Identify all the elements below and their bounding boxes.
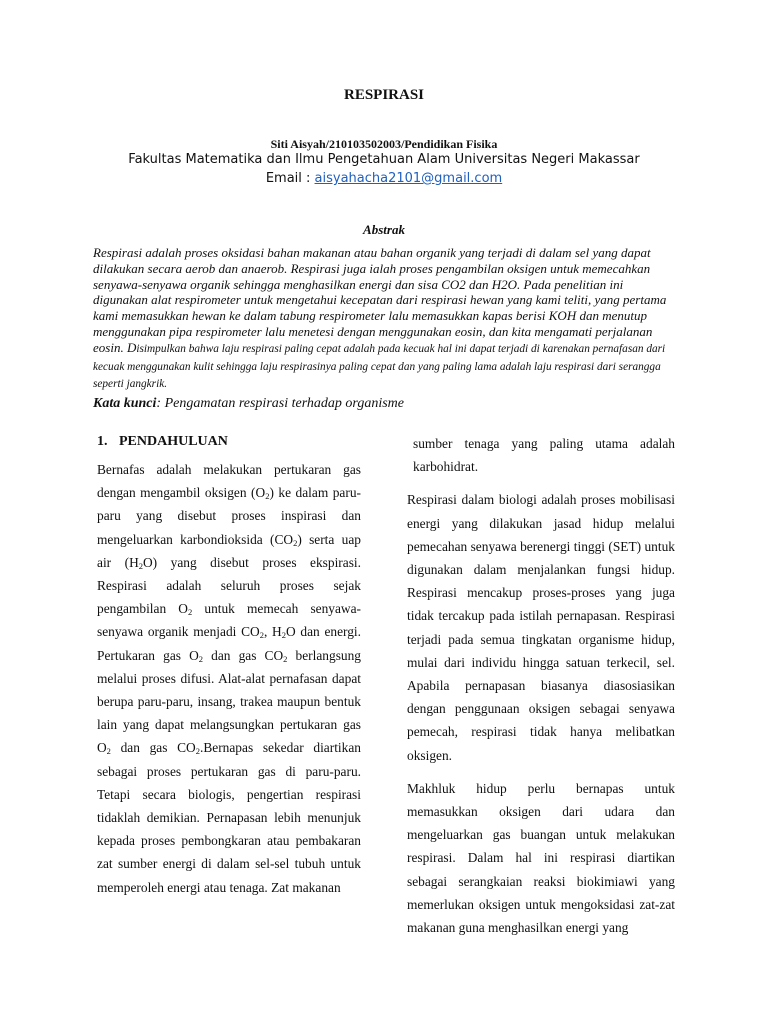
left-column: [97, 458, 361, 909]
abstract-body: [93, 245, 678, 393]
author-line: Siti Aisyah/210103502003/Pendidikan Fisika: [270, 137, 498, 151]
email-line: [0, 171, 768, 186]
section-title: PENDAHULUAN: [119, 434, 228, 449]
right-paragraph-continuation: sumber tenaga yang paling utama adalah karbohidrat.: [413, 436, 675, 475]
keywords-label: Kata kunci: [93, 396, 157, 411]
section-number: 1.: [97, 434, 108, 449]
abstract-small-text: isimpulkan bahwa laju respirasi paling cepat adalah pada kecuak hal ini dapat terjadi di karenakan pernafasan dari kecuak menggunakan kulit sehingga laju respirasinya paling cepat dan yang paling lama adalah laju respirasi dari serangga seperti jangkrik.: [93, 342, 666, 391]
keywords-text: : Pengamatan respirasi terhadap organisme: [156, 396, 404, 411]
paper-title: RESPIRASI: [343, 87, 425, 103]
abstract-heading: Abstrak: [363, 222, 405, 237]
right-paragraph-1: Respirasi dalam biologi adalah proses mobilisasi energi yang dilakukan jasad hidup melalui pemecahan senyawa berenergi tinggi (SET) untuk digunakan dalam menjalankan fungsi hidup. Respirasi mencakup proses-proses yang juga tidak tercakup pada istilah pernapasan. Respirasi terjadi pada semua tingkatan organisme hidup, mulai dari individu hingga satuan terkecil, sel. Apabila pernapasan biasanya diasosiasikan dengan penggunaan oksigen sebagai senyawa pemecah, respirasi tidak hanya melibatkan oksigen.: [407, 492, 675, 763]
affiliation: Fakultas Matematika dan Ilmu Pengetahuan Alam Universitas Negeri Makassar: [128, 152, 640, 167]
right-paragraph-2: Makhluk hidup perlu bernapas untuk memasukkan oksigen dari udara dan mengeluarkan gas buangan untuk melakukan respirasi. Dalam hal ini respirasi diartikan sebagai serangkaian reaksi biokimiawi yang memerlukan oksigen untuk mengoksidasi zat-zat makanan guna menghasilkan energi yang: [407, 780, 675, 936]
keywords: [93, 396, 678, 412]
email-label: Email :: [265, 171, 315, 186]
email-link[interactable]: aisyahacha2101@gmail.com: [314, 171, 503, 186]
section-heading: [97, 434, 361, 450]
intro-paragraph: Bernafas adalah melakukan pertukaran gas dengan mengambil oksigen $(O_2)$ ke dalam paru-paru yang disebut proses inspirasi dan mengeluarkan karbondioksida $(CO_2)$ serta uap air $(H_2O)$ yang disebut proses ekspirasi. Respirasi adalah seluruh proses sejak pengambilan $O_2$ untuk memecah senyawa-senyawa organik menjadi $CO_2$, $H_2O$ dan energi. Pertukaran gas $O_2$ dan gas $CO_2$ berlangsung melalui proses difusi. Alat-alat pernafasan dapat berupa paru-paru, insang, trakea maupun bentuk lain yang dapat melangsungkan pertukaran gas $O_2$ dan gas $CO_2.Bernapas$ sekedar diartikan sebagai proses pertukaran gas di paru-paru. Tetapi secara biologis, pengertian respirasi tidaklah demikian. Pernapasan lebih menunjuk kepada proses pembongkaran atau pembakaran zat sumber energi di dalam sel-sel tubuh untuk memperoleh energi atau tenaga. Zat makanan: [97, 462, 362, 895]
abstract-main-text: Respirasi adalah proses oksidasi bahan makanan atau bahan organik yang terjadi di dalam sel yang dapat dilakukan secara aerob dan anaerob. Respirasi juga ialah proses pengambilan oksigen untuk memecahkan senyawa-senyawa organik sehingga menghasilkan energi dan sisa CO2 dan H2O. Pada penelitian ini digunakan alat respirometer untuk mengetahui kecepatan dari respirasi hewan yang kami teliti, yang pertama kami memasukkan hewan ke dalam tabung respirometer lalu memasukkan kapas berisi KOH dan menutup menggunakan pipa respirometer lalu menetesi dengan menggunakan eosin, dan kita mengamati perjalanan eosin. D: [93, 245, 667, 355]
right-column: [407, 432, 675, 949]
